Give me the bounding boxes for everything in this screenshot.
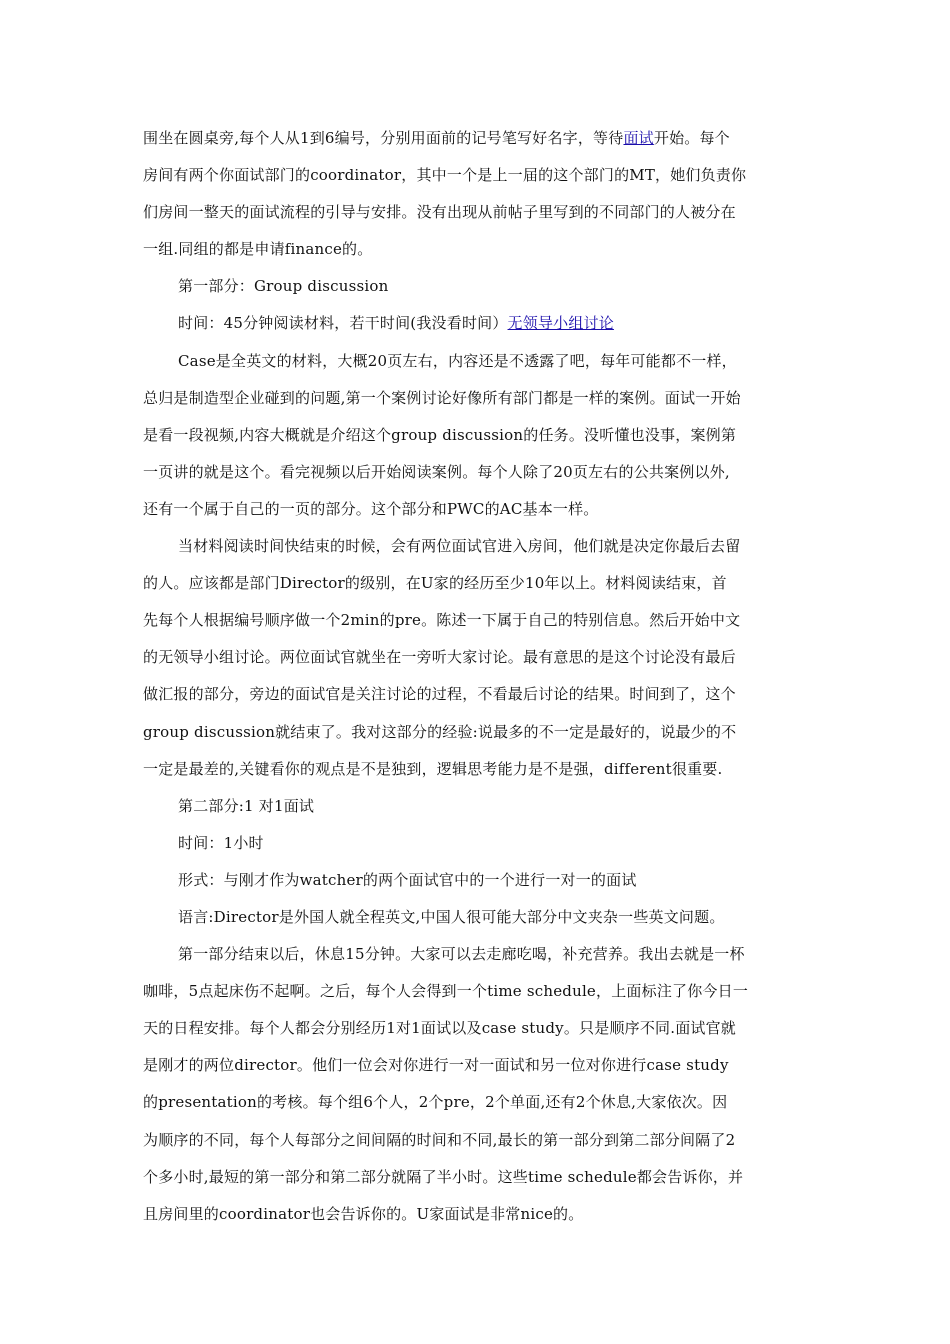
text-line bbox=[143, 751, 811, 788]
line-text: 为顺序的不同，每个人每部分之间间隔的时间和不同,最长的第一部分到第二部分间隔了2 bbox=[143, 1130, 736, 1149]
line-text: 总归是制造型企业碰到的问题,第一个案例讨论好像所有部门都是一样的案例。面试一开始 bbox=[143, 388, 741, 407]
line-text: 时间：1小时 bbox=[178, 833, 264, 852]
text-line bbox=[143, 714, 811, 751]
text-line bbox=[143, 1010, 811, 1047]
line-text: 第二部分:1 对1面试 bbox=[178, 796, 315, 815]
text-line bbox=[143, 1159, 811, 1196]
line-text: 当材料阅读时间快结束的时候，会有两位面试官进入房间，他们就是决定你最后去留 bbox=[178, 537, 741, 556]
text-line bbox=[143, 1047, 811, 1084]
text-line bbox=[143, 1084, 811, 1121]
text-line bbox=[143, 528, 811, 565]
line-text: 时间：45分钟阅读材料，若干时间(我没看时间） bbox=[178, 314, 508, 333]
line-text: 的人。应该都是部门Director的级别，在U家的经历至少10年以上。材料阅读结束，首 bbox=[143, 574, 727, 593]
line-text: 第一部分结束以后，休息15分钟。大家可以去走廊吃喝，补充营养。我出去就是一杯 bbox=[178, 945, 745, 964]
hyperlink[interactable]: 面试 bbox=[623, 129, 654, 147]
text-line bbox=[143, 157, 811, 194]
line-text: 且房间里的coordinator也会告诉你的。U家面试是非常nice的。 bbox=[143, 1204, 584, 1223]
line-text: 们房间一整天的面试流程的引导与安排。没有出现从前帖子里写到的不同部门的人被分在 bbox=[143, 203, 736, 222]
text-line bbox=[143, 639, 811, 676]
text-line bbox=[143, 491, 811, 528]
line-text: 还有一个属于自己的一页的部分。这个部分和PWC的AC基本一样。 bbox=[143, 499, 599, 518]
text-line bbox=[143, 343, 811, 380]
text-line bbox=[143, 231, 811, 268]
text-line bbox=[143, 973, 811, 1010]
text-line bbox=[143, 899, 811, 936]
line-text: 语言:Director是外国人就全程英文,中国人很可能大部分中文夹杂一些英文问题。 bbox=[178, 907, 725, 926]
hyperlink[interactable]: 无领导小组讨论 bbox=[507, 314, 614, 333]
line-text: 个多小时,最短的第一部分和第二部分就隔了半小时。这些time schedule都会告诉你，并 bbox=[143, 1167, 744, 1186]
text-line bbox=[143, 1122, 811, 1159]
text-line bbox=[143, 825, 811, 862]
line-text: 咖啡，5点起床伤不起啊。之后，每个人会得到一个time schedule，上面标注了你今日一 bbox=[143, 982, 749, 1001]
line-text: 第一部分：Group discussion bbox=[178, 277, 389, 296]
text-line bbox=[143, 380, 811, 417]
line-text: 一组.同组的都是申请finance的。 bbox=[143, 240, 373, 259]
text-line bbox=[143, 788, 811, 825]
text-line bbox=[143, 602, 811, 639]
text-line bbox=[143, 936, 811, 973]
text-line bbox=[143, 305, 811, 342]
line-text: 一定是最差的,关键看你的观点是不是独到，逻辑思考能力是不是强，different很重要. bbox=[143, 759, 723, 778]
text-line bbox=[143, 194, 811, 231]
line-text: group discussion就结束了。我对这部分的经验:说最多的不一定是最好的，说最少的不 bbox=[143, 722, 737, 741]
text-line bbox=[143, 1196, 811, 1233]
text-line bbox=[143, 120, 811, 157]
text-line bbox=[143, 565, 811, 602]
line-text: 的无领导小组讨论。两位面试官就坐在一旁听大家讨论。最有意思的是这个讨论没有最后 bbox=[143, 648, 736, 667]
line-text: 围坐在圆桌旁,每个人从1到6编号，分别用面前的记号笔写好名字，等待 bbox=[143, 129, 624, 147]
text-line bbox=[143, 454, 811, 491]
text-line bbox=[143, 417, 811, 454]
document-body bbox=[143, 120, 811, 1233]
text-line bbox=[143, 268, 811, 305]
line-text: 天的日程安排。每个人都会分别经历1对1面试以及case study。只是顺序不同.面试官就 bbox=[143, 1019, 737, 1038]
line-text: 先每个人根据编号顺序做一个2min的pre。陈述一下属于自己的特别信息。然后开始中文 bbox=[143, 611, 741, 630]
text-line bbox=[143, 862, 811, 899]
line-text: 做汇报的部分，旁边的面试官是关注讨论的过程，不看最后讨论的结果。时间到了，这个 bbox=[143, 685, 736, 704]
line-text: 是看一段视频,内容大概就是介绍这个group discussion的任务。没听懂也没事，案例第 bbox=[143, 425, 737, 444]
line-text: Case是全英文的材料，大概20页左右，内容还是不透露了吧，每年可能都不一样， bbox=[178, 351, 737, 370]
line-text: 的presentation的考核。每个组6个人，2个pre，2个单面,还有2个休息,大家依次。因 bbox=[143, 1093, 728, 1112]
text-line bbox=[143, 676, 811, 713]
line-text-after: 开始。每个 bbox=[653, 129, 730, 147]
line-text: 房间有两个你面试部门的coordinator，其中一个是上一届的这个部门的MT，她们负责你 bbox=[143, 166, 747, 185]
line-text: 一页讲的就是这个。看完视频以后开始阅读案例。每个人除了20页左右的公共案例以外, bbox=[143, 462, 730, 481]
line-text: 形式：与刚才作为watcher的两个面试官中的一个进行一对一的面试 bbox=[178, 870, 637, 889]
line-text: 是刚才的两位director。他们一位会对你进行一对一面试和另一位对你进行case study bbox=[143, 1056, 729, 1075]
